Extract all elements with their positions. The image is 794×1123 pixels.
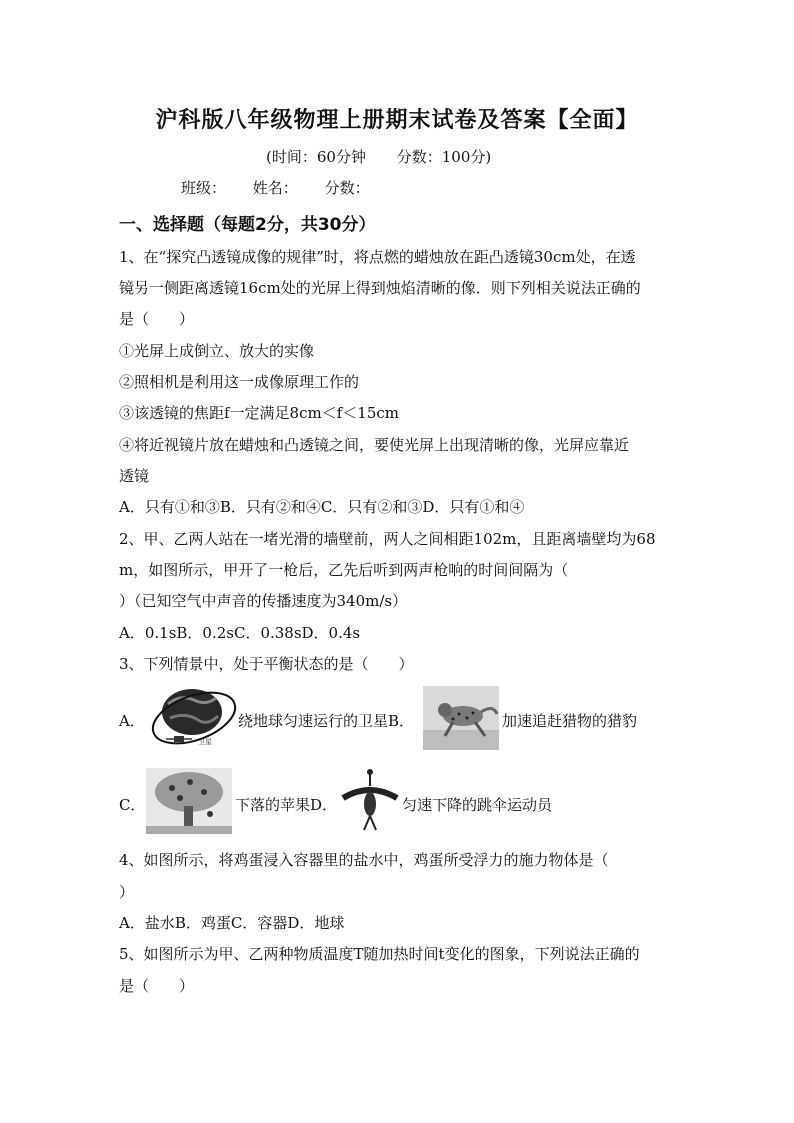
satellite-caption: 卫星 [198,738,212,746]
q4-line-2: ） [119,883,135,901]
q1-statement-3: ③该透镜的焦距f一定满足8cm＜f＜15cm [119,404,399,422]
q3-line-1: 3、下列情景中，处于平衡状态的是（ ） [119,655,414,673]
q1-statement-1: ①光屏上成倒立、放大的实像 [119,342,315,360]
student-info-line [181,177,392,198]
section-heading-choice: 一、选择题（每题2分，共30分） [119,215,376,235]
q2-line-3: ）（已知空气中声音的传播速度为340m/s） [119,592,408,610]
q3-option-d-text: 匀速下降的跳伞运动员 [402,796,553,814]
q5-line-2: 是（ ） [119,977,195,995]
q2-line-2: m，如图所示，甲开了一枪后，乙先后听到两声枪响的时间间隔为（ [119,561,569,579]
score-label: 分数： [324,179,370,197]
page-title: 沪科版八年级物理上册期末试卷及答案【全面】 [155,108,639,133]
q2-options: A．0.1sB．0.2sC．0.38sD．0.4s [119,624,361,642]
apple-tree-image [146,768,232,834]
q3-option-b-text: 加速追赶猎物的猎豹 [502,712,638,730]
q3-option-a-prefix: A． [119,712,145,730]
q1-line-2: 镜另一侧距离透镜16cm处的光屏上得到烛焰清晰的像．则下列相关说法正确的 [119,279,641,297]
q1-line-3: 是（ ） [119,310,195,328]
parachutist-image [339,768,401,834]
score-info: 分数：100分) [396,148,492,166]
q4-line-1: 4、如图所示，将鸡蛋浸入容器里的盐水中，鸡蛋所受浮力的施力物体是（ [119,851,609,869]
q3-option-c-prefix: C． [119,796,146,814]
q4-options: A．盐水B．鸡蛋C．容器D．地球 [119,914,345,932]
class-label: 班级： [181,179,227,197]
q3-option-c-text: 下落的苹果D． [235,796,338,814]
q1-options: A．只有①和③B．只有②和④C．只有②和③D．只有①和④ [119,498,525,516]
q1-statement-4: ④将近视镜片放在蜡烛和凸透镜之间，要使光屏上出现清晰的像，光屏应靠近 [119,436,630,454]
q1-statement-2: ②照相机是利用这一成像原理工作的 [119,373,360,391]
time-info: (时间：60分钟 [266,148,366,166]
name-label: 姓名： [252,179,298,197]
satellite-earth-image [146,684,238,750]
cheetah-image [423,686,499,750]
q1-line-1: 1、在“探究凸透镜成像的规律”时，将点燃的蜡烛放在距凸透镜30cm处，在透 [119,248,636,266]
q5-line-1: 5、如图所示为甲、乙两种物质温度T随加热时间t变化的图象，下列说法正确的 [119,945,640,963]
exam-info [266,146,517,167]
q1-statement-4-cont: 透镜 [119,467,150,485]
q2-line-1: 2、甲、乙两人站在一堵光滑的墙壁前，两人之间相距102m，且距离墙壁均为68 [119,530,656,548]
q3-option-a-text: 绕地球匀速运行的卫星B． [238,712,415,730]
